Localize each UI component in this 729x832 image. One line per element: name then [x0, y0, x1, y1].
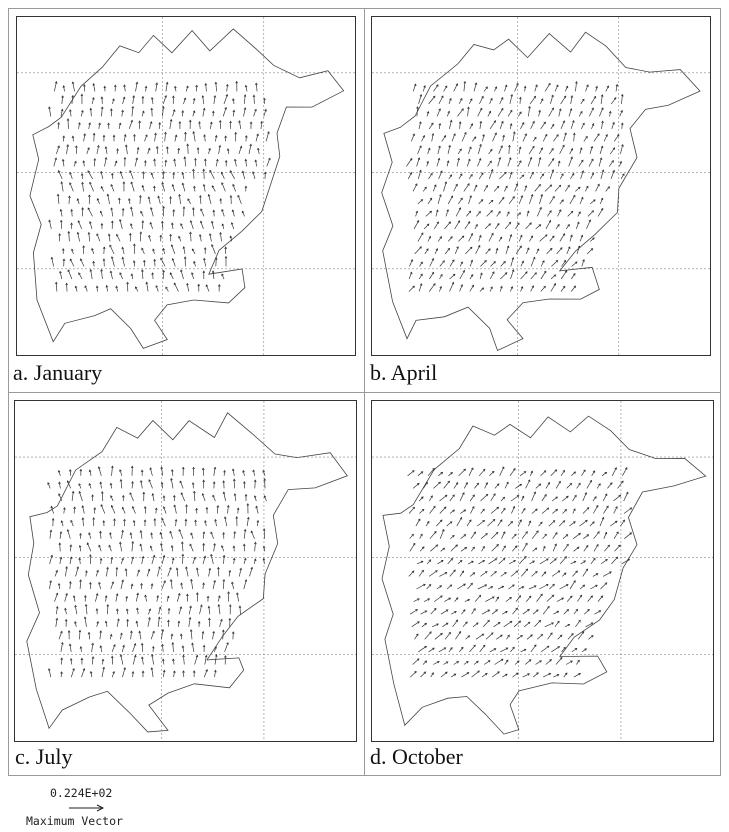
wind-vector-arrows	[49, 82, 271, 292]
right-arrow-icon	[68, 804, 106, 812]
panel-october-map	[371, 400, 714, 742]
panel-july-map	[14, 400, 357, 742]
wind-vector-arrows	[48, 466, 267, 677]
wind-vector-arrows	[408, 467, 632, 677]
panel-caption-july: c. July	[15, 744, 73, 769]
coastline-outline	[30, 29, 344, 349]
vector-field-october	[372, 401, 713, 741]
panel-april-map	[371, 16, 711, 356]
panel-caption-april: b. April	[370, 360, 438, 385]
panel-caption-october: d. October	[370, 744, 463, 769]
wind-vector-arrows	[406, 82, 624, 292]
vector-field-april	[372, 17, 710, 355]
coastline-outline	[382, 32, 700, 350]
max-vector-label: Maximum Vector	[26, 814, 123, 828]
grid-divider-horizontal	[8, 392, 721, 393]
panel-january-map	[16, 16, 356, 356]
max-vector-value: 0.224E+02	[50, 786, 113, 800]
panel-caption-january: a. January	[13, 360, 103, 385]
vector-field-january	[17, 17, 355, 355]
vector-field-july	[15, 401, 356, 741]
